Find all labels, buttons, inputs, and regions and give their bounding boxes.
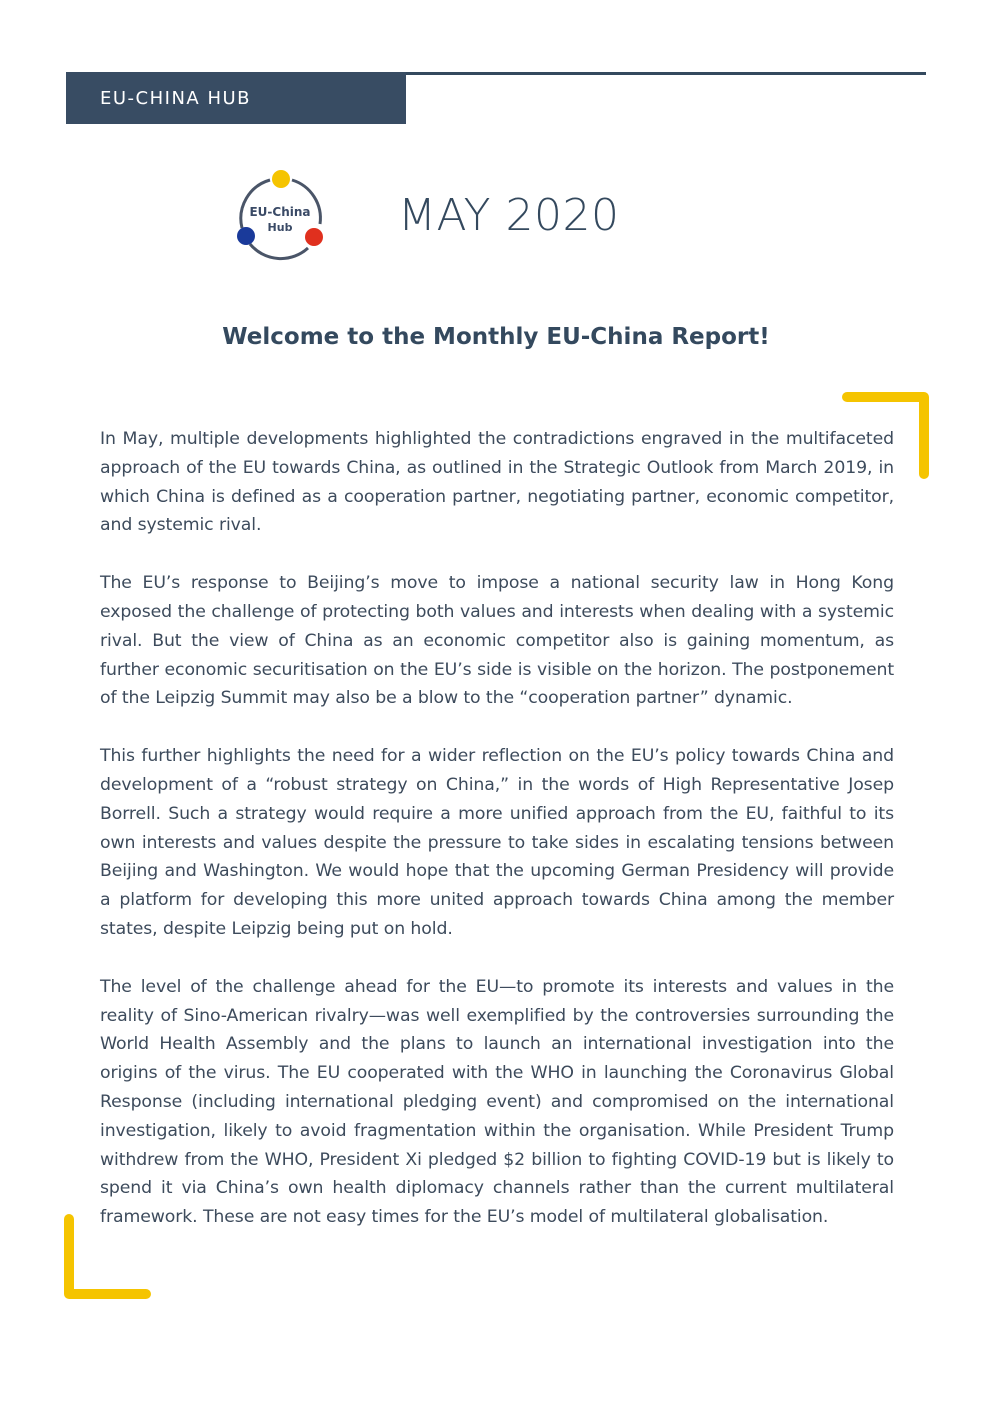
paragraph-3: This further highlights the need for a wider reflection on the EU’s policy towards China and development of a “robust strategy on China,” in the words of High Representative Josep Borrell. Such a strategy would require a more unified approach from the EU, faithful to its own interests and values despite the pressure to take sides in escalating tensions between Beijing and Washington. We would hope that the upcoming German Presidency will provide a platform for developing this more united approach towards China among the member states, despite Leipzig being put on hold. [100, 746, 894, 939]
paragraph-1: In May, multiple developments highlighted the contradictions engraved in the multifaceted approach of the EU towards China, as outlined in the Strategic Outlook from March 2019, in which China is defined as a cooperation partner, negotiating partner, economic competitor, and systemic rival. [100, 429, 894, 536]
paragraph-2: The EU’s response to Beijing’s move to impose a national security law in Hong Kong exposed the challenge of protecting both values and interests when dealing with a systemic rival. But the view of China as an economic competitor also is gaining momentum, as further economic securitisation on the EU’s side is visible on the horizon. The postponement of the Leipzig Summit may also be a blow to the “cooperation partner” dynamic. [100, 573, 894, 709]
paragraph-4: The level of the challenge ahead for the EU—to promote its interests and values in the reality of Sino-American rivalry—was well exemplified by the controversies surrounding the World Health Assembly and the plans to launch an international investigation into the origins of the virus. The EU cooperated with the WHO in launching the Coronavirus Global Response (including international pledging event) and compromised on the international investigation, likely to avoid fragmentation within the organisation. While President Trump withdrew from the WHO, President Xi pledged $2 billion to fighting COVID-19 but is likely to spend it via China’s own health diplomacy channels rather than the current multilateral framework. These are not easy times for the EU’s model of multilateral globalisation. [100, 976, 894, 1228]
eu-china-hub-logo [230, 168, 330, 264]
yellow-dot [272, 170, 290, 188]
logo-text-line2: Hub [267, 221, 293, 234]
report-body [100, 425, 894, 1261]
report-month-title: MAY 2020 [398, 190, 620, 241]
logo-text-line1: EU-China [249, 205, 311, 219]
welcome-heading: Welcome to the Monthly EU-China Report! [222, 324, 770, 350]
header-label: EU-CHINA HUB [100, 87, 252, 109]
header-band [66, 72, 406, 124]
